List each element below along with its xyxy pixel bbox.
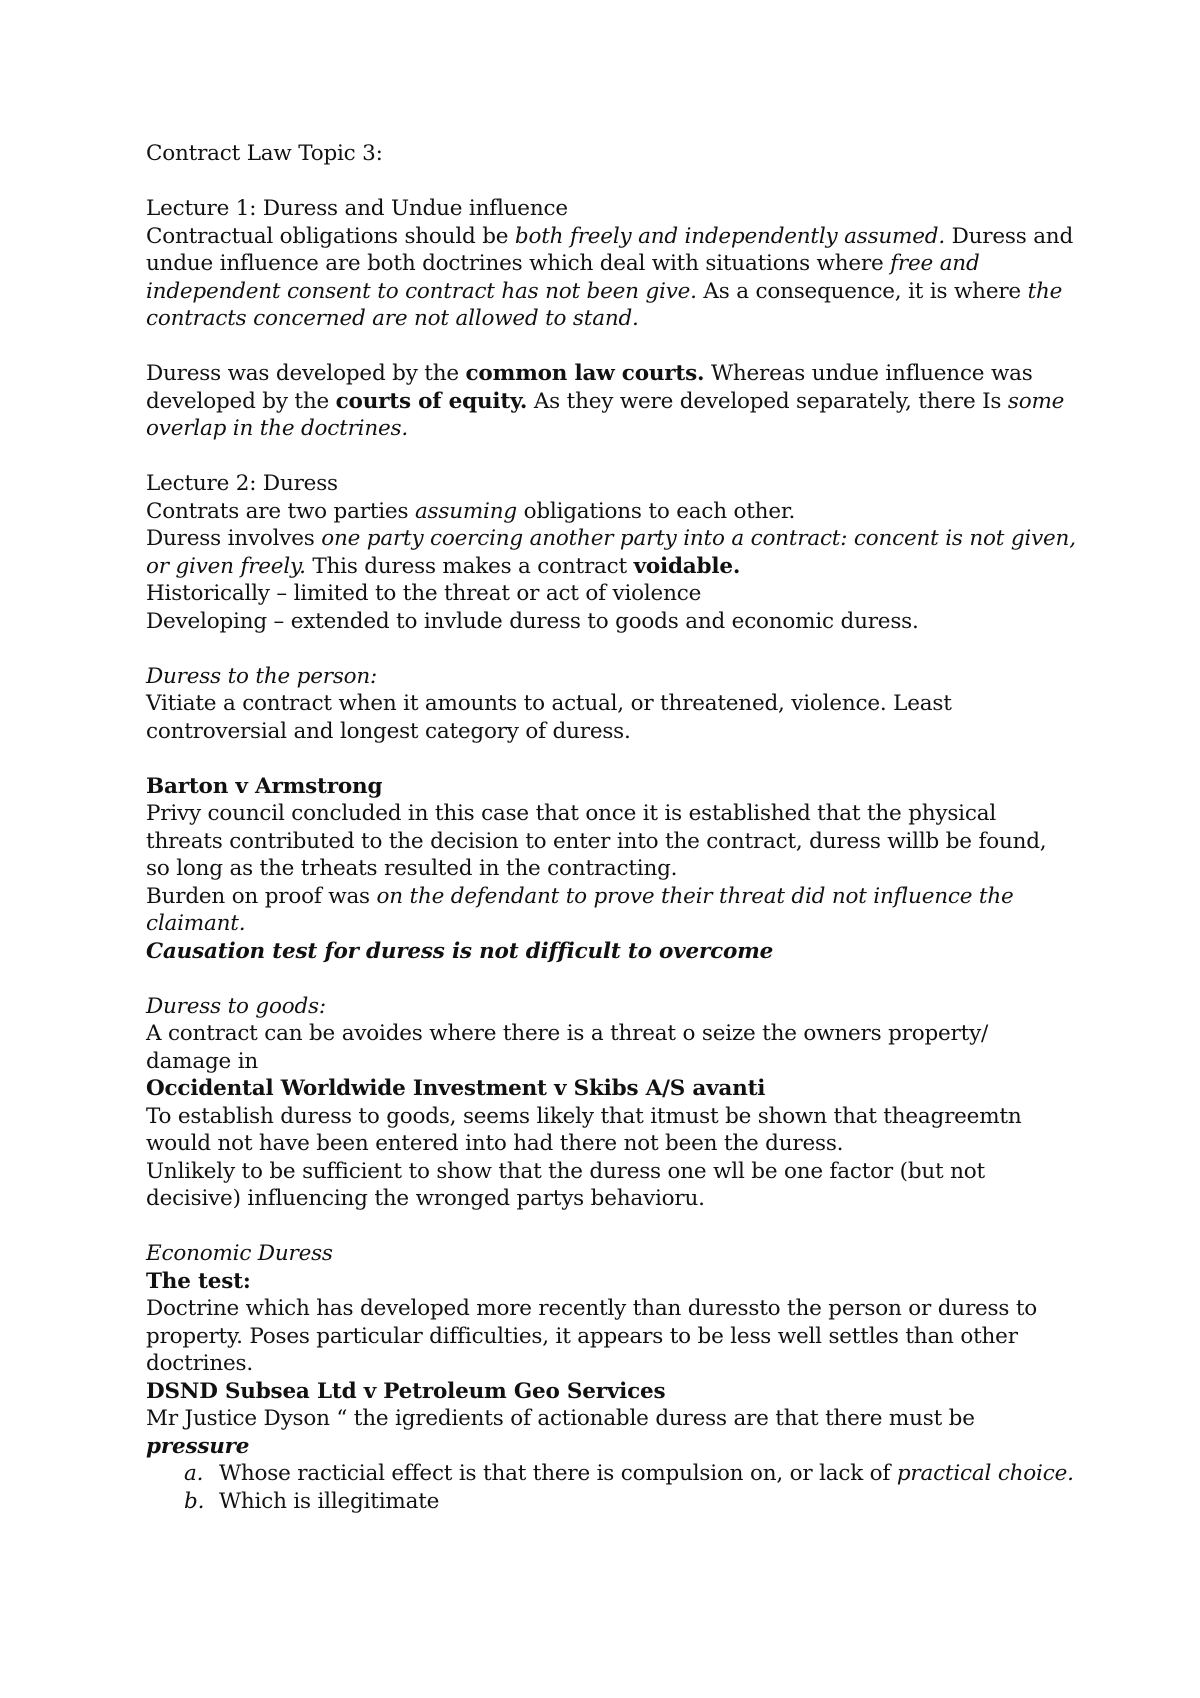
duress-goods-text: A contract can be avoides where there is a threat o seize the owners property/ damage in: [146, 1021, 989, 1074]
list-marker: a.: [184, 1461, 204, 1486]
spacer: [146, 443, 1076, 471]
economic-duress-heading: Economic Duress: [146, 1241, 333, 1266]
list-item: [146, 1460, 1076, 1488]
duress-goods-paragraph-1: To establish duress to goods, seems likely that itmust be shown that theagreemtn would not have been entered into had there not been the duress.: [146, 1103, 1022, 1156]
lecture1-heading: Lecture 1: Duress and Undue influence: [146, 196, 568, 221]
spacer: [146, 965, 1076, 993]
spacer: [146, 1213, 1076, 1241]
italic-run: one party coercing another party into a contract: concent is not given, or given freely.: [146, 526, 1076, 579]
barton-paragraph-3: Causation test for duress is not difficult to overcome: [146, 938, 774, 964]
text-run: Mr Justice Dyson “ the igredients of actionable duress are that there must be: [146, 1406, 975, 1431]
italic-run: both freely and independently assumed.: [514, 223, 945, 249]
lecture1-paragraph-2: [146, 360, 1076, 443]
spacer: [146, 168, 1076, 196]
case-heading-barton: Barton v Armstrong: [146, 773, 383, 799]
text-run: Contractual obligations should be: [146, 223, 515, 249]
list-marker: b.: [184, 1488, 205, 1514]
italic-run: some overlap in the doctrines.: [146, 388, 1065, 441]
document-title: Contract Law Topic 3:: [146, 141, 383, 166]
text-run: Whose racticial effect is that there is compulsion on, or lack of: [219, 1461, 897, 1486]
duress-goods-paragraph-2: Unlikely to be sufficient to show that the duress one wll be one factor (but not decisive) influencing the wronged partys behavioru.: [146, 1158, 985, 1211]
text-run: Duress involves: [146, 526, 322, 551]
lecture2-line-4: Developing – extended to invlude duress to goods and economic duress.: [146, 608, 919, 634]
text-run: Duress and undue influence are both doctrines which deal with situations where: [146, 223, 1074, 276]
text-run: Contrats are two parties: [146, 498, 415, 524]
italic-run: on the defendant to prove their threat did not influence the claimant.: [146, 883, 1014, 936]
bold-run: common law courts.: [465, 361, 705, 386]
barton-paragraph-1: Privy council concluded in this case that once it is established that the physical threats contributed to the decision to enter into the contract, duress willb be found, so long as the trheats resulted in the contracting.: [146, 801, 1047, 881]
text-run: Which is illegitimate: [219, 1488, 440, 1514]
lecture2-line-2: [146, 525, 1076, 580]
text-run: As a consequence, it is where: [696, 278, 1028, 304]
text-run: Burden on proof was: [146, 883, 377, 909]
dyson-quote: [146, 1405, 1076, 1460]
document-page: [146, 140, 1076, 1515]
text-run: Duress was developed by the: [146, 361, 466, 386]
bold-run: voidable.: [633, 553, 741, 579]
test-heading: The test:: [146, 1268, 251, 1294]
ingredients-list: [146, 1460, 1076, 1515]
lecture2-line-3: Historically – limited to the threat or act of violence: [146, 581, 702, 606]
list-item: [146, 1488, 1076, 1516]
bold-run: courts of equity.: [335, 388, 528, 414]
spacer: [146, 745, 1076, 773]
barton-paragraph-2: [146, 883, 1076, 938]
text-run: Whereas undue influence was developed by the: [146, 361, 1033, 414]
duress-person-text: Vitiate a contract when it amounts to actual, or threatened, violence. Least controversial and longest category of duress.: [146, 691, 952, 744]
case-heading-occidental: Occidental Worldwide Investment v Skibs A/S avanti: [146, 1076, 766, 1101]
lecture2-heading: Lecture 2: Duress: [146, 471, 338, 496]
spacer: [146, 635, 1076, 663]
lecture1-paragraph-1: [146, 223, 1076, 333]
text-run: obligations to each other.: [516, 498, 796, 524]
lecture2-line-1: [146, 498, 1076, 526]
text-run: This duress makes a contract: [305, 553, 634, 579]
italic-run: assuming: [414, 498, 517, 524]
text-run: As they were developed separately, there Is: [527, 388, 1008, 414]
duress-goods-heading: Duress to goods:: [146, 993, 326, 1019]
bold-italic-run: pressure: [146, 1433, 250, 1459]
case-heading-dsnd: DSND Subsea Ltd v Petroleum Geo Services: [146, 1378, 666, 1404]
italic-run: free and independent consent to contract has not been give.: [146, 251, 980, 304]
spacer: [146, 333, 1076, 361]
duress-person-heading: Duress to the person:: [146, 663, 378, 689]
italic-run: the contracts concerned are not allowed to stand.: [146, 278, 1063, 331]
italic-run: practical choice.: [896, 1461, 1074, 1486]
economic-paragraph-1: Doctrine which has developed more recently than duressto the person or duress to property. Poses particular difficulties, it appears to be less well settles than other doctrines.: [146, 1296, 1038, 1376]
